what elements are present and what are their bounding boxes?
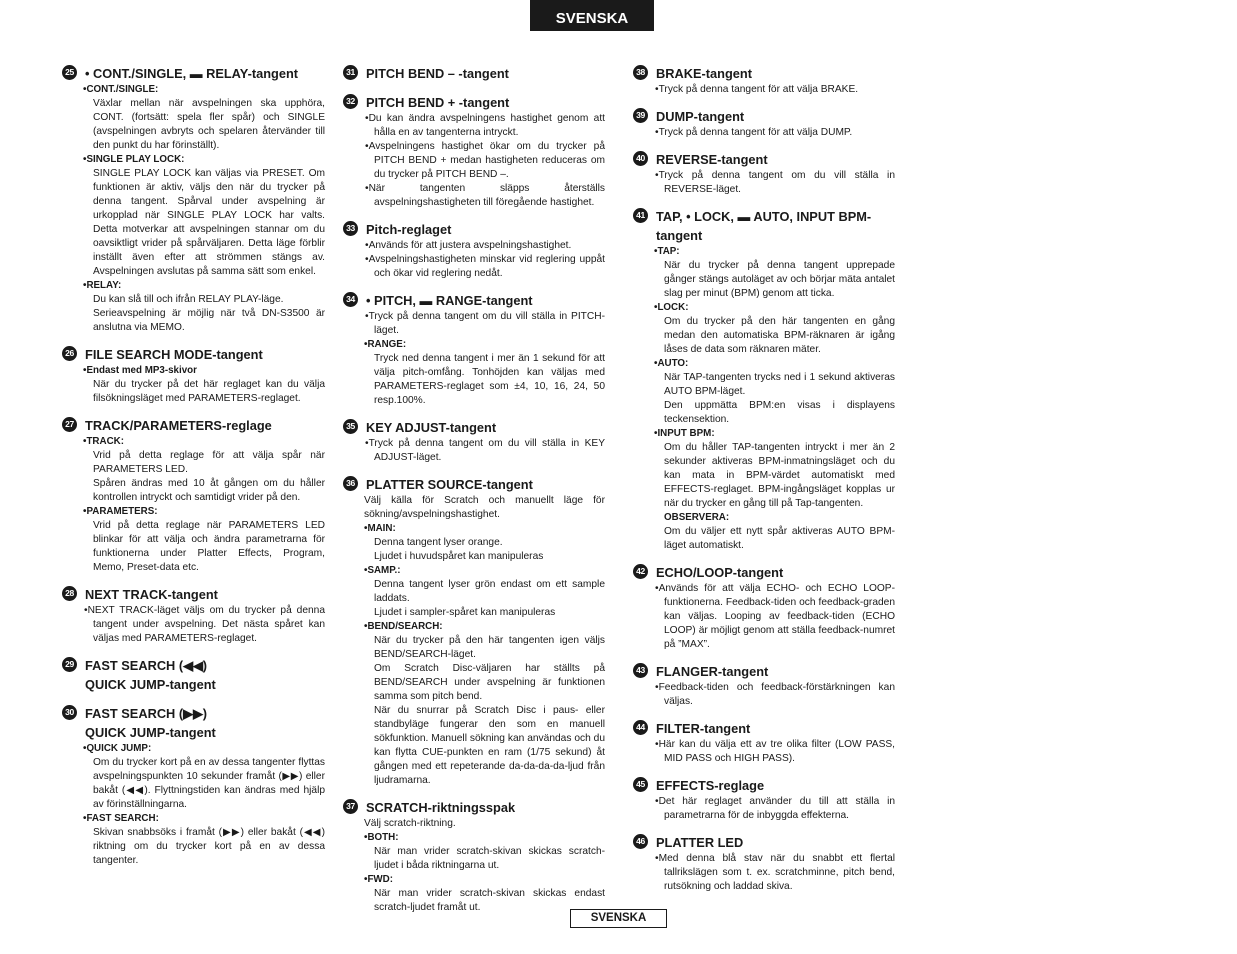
bullet-text: • Här kan du välja ett av tre olika filter (LOW PASS, MID PASS och HIGH PASS). <box>654 738 895 766</box>
section-title: DUMP-tangent <box>656 109 745 124</box>
sub-heading: • BEND/SEARCH: <box>364 620 605 634</box>
section-number-badge: 29 <box>62 657 77 672</box>
section-body <box>654 169 895 197</box>
section-32 <box>341 93 605 210</box>
sub-heading: • BOTH: <box>364 831 605 845</box>
sub-heading: • FWD: <box>364 873 605 887</box>
section-body <box>364 112 605 210</box>
bullet-text: • Tryck på denna tangent om du vill ställa in REVERSE-läget. <box>654 169 895 197</box>
section-title: TRACK/PARAMETERS-reglage <box>85 418 272 433</box>
bullet-text: • Tryck på denna tangent om du vill ställa in PITCH-läget. <box>364 310 605 338</box>
section-heading <box>631 64 895 83</box>
section-title: NEXT TRACK-tangent <box>85 587 218 602</box>
section-title: PLATTER LED <box>656 835 744 850</box>
section-body <box>654 852 895 894</box>
sub-heading: • TRACK: <box>83 435 325 449</box>
paragraph: SINGLE PLAY LOCK kan väljas via PRESET. Om funktionen är aktiv, väljs den när du trycker på denna tangent. Spårval under avspelning är urkopplad när SINGLE PLAY LOCK har valts. Detta motverkar att avspelningen stannar om du oavsiktligt vrider på spårväljaren. Detta läge förblir inställt även efter att strömmen stängs av. Avspelningen avslutas på samma sätt som enkel. <box>93 168 325 277</box>
section-heading <box>631 662 895 681</box>
sub-heading: • FAST SEARCH: <box>83 812 325 826</box>
section-heading <box>341 798 605 817</box>
section-title: • PITCH, ▬ RANGE-tangent <box>366 293 533 308</box>
paragraph: Välj källa för Scratch och manuellt läge för sökning/avspelningshastighet. <box>364 495 605 520</box>
bullet-text: • Används för att välja ECHO- och ECHO LOOP-funktionerna. Feedback-tiden och feedback-graden kan väljas. Looping av feedback-tiden (ECHO LOOP) är möjligt genom att ställa feedback-numret på ”MAX”. <box>654 582 895 652</box>
sub-heading: • PARAMETERS: <box>83 505 325 519</box>
paragraph: Välj scratch-riktning. <box>364 818 456 829</box>
section-46 <box>631 833 895 894</box>
column-2 <box>341 64 605 925</box>
paragraph: Denna tangent lyser grön endast om ett sample laddats. Ljudet i sampler-spåret kan manipuleras <box>374 579 605 618</box>
section-body <box>364 437 605 465</box>
section-44 <box>631 719 895 766</box>
bullet-text: • När tangenten släpps återställs avspelningshastigheten till föregående hastighet. <box>364 182 605 210</box>
section-number-badge: 28 <box>62 586 77 601</box>
section-body <box>654 582 895 652</box>
section-heading <box>631 563 895 582</box>
section-number-badge: 35 <box>343 419 358 434</box>
section-number-badge: 34 <box>343 292 358 307</box>
section-title: Pitch-reglaget <box>366 222 452 237</box>
section-heading <box>631 719 895 738</box>
section-title: FAST SEARCH (▶▶) QUICK JUMP-tangent <box>85 706 216 740</box>
bullet-text: • Du kan ändra avspelningens hastighet genom att hålla en av tangenterna intryckt. <box>364 112 605 140</box>
section-35 <box>341 418 605 465</box>
section-37 <box>341 798 605 915</box>
section-number-badge: 40 <box>633 151 648 166</box>
section-number-badge: 30 <box>62 705 77 720</box>
sub-heading: • SINGLE PLAY LOCK: <box>83 153 325 167</box>
sub-heading: • MAIN: <box>364 522 605 536</box>
section-heading <box>341 93 605 112</box>
section-title: PITCH BEND + -tangent <box>366 95 510 110</box>
section-body <box>654 681 895 709</box>
section-number-badge: 39 <box>633 108 648 123</box>
bullet-text: • Feedback-tiden och feedback-förstärkningen kan väljas. <box>654 681 895 709</box>
section-body <box>364 310 605 408</box>
section-title: PLATTER SOURCE-tangent <box>366 477 533 492</box>
bullet-text: • Avspelningshastigheten minskar vid reglering uppåt och ökar vid reglering nedåt. <box>364 253 605 281</box>
section-body <box>83 604 325 646</box>
section-body <box>83 364 325 406</box>
section-43 <box>631 662 895 709</box>
section-31 <box>341 64 605 83</box>
bullet-text: • Används för att justera avspelningshastighet. <box>364 239 605 253</box>
paragraph: Växlar mellan när avspelningen ska upphöra, CONT. (fortsätt: spela fler spår) och SINGLE (avspelningen avbryts och spelaren återvänder till den punkt du har förinställt). <box>93 98 325 151</box>
bullet-text: • NEXT TRACK-läget väljs om du trycker på denna tangent under avspelning. Det nästa spåret kan väljas med PARAMETERS-reglaget. <box>83 604 325 646</box>
section-title: REVERSE-tangent <box>656 152 768 167</box>
sub-heading: • RELAY: <box>83 279 325 293</box>
bullet-text: • Tryck på denna tangent för att välja DUMP. <box>654 126 895 140</box>
sub-heading: • RANGE: <box>364 338 605 352</box>
section-36 <box>341 475 605 788</box>
section-number-badge: 37 <box>343 799 358 814</box>
section-number-badge: 26 <box>62 346 77 361</box>
section-33 <box>341 220 605 281</box>
section-number-badge: 31 <box>343 65 358 80</box>
paragraph: När TAP-tangenten trycks ned i 1 sekund aktiveras AUTO BPM-läget. Den uppmätta BPM:en visas i displayens teckensektion. <box>664 372 895 425</box>
paragraph: Skivan snabbsöks i framåt (▶▶) eller bakåt (◀◀) riktning om du trycker kort på en av dessa tangenter. <box>93 827 325 866</box>
section-title: ECHO/LOOP-tangent <box>656 565 784 580</box>
section-heading <box>60 416 325 435</box>
paragraph: När du trycker på denna tangent upprepade gånger stängs autoläget av och börjar mäta antalet slag per minut (BPM) genom att ticka. <box>664 260 895 299</box>
section-number-badge: 42 <box>633 564 648 579</box>
paragraph: När man vrider scratch-skivan skickas endast scratch-ljudet framåt ut. <box>374 888 605 913</box>
section-body <box>654 738 895 766</box>
section-body <box>83 83 325 335</box>
section-body <box>83 742 325 868</box>
column-3 <box>631 64 895 904</box>
section-number-badge: 43 <box>633 663 648 678</box>
paragraph: När du trycker på den här tangenten igen väljs BEND/SEARCH-läget. Om Scratch Disc-väljaren har ställts på BEND/SEARCH under avspelning är funktionen samma som pitch bend. När du snurrar på Scratch Disc i paus- eller standbyläge fungerar den som en manuell sökfunktion. Manuell sökning kan användas och du kan flytta CUE-punkten en ram (1/75 sekund) åt gången med ett repeterande da-da-da-da-ljud från ljudramarna. <box>374 635 605 786</box>
bullet-text: • Tryck på denna tangent om du vill ställa in KEY ADJUST-läget. <box>364 437 605 465</box>
section-title: FILTER-tangent <box>656 721 751 736</box>
section-42 <box>631 563 895 652</box>
section-41 <box>631 207 895 553</box>
section-number-badge: 36 <box>343 476 358 491</box>
section-body <box>654 126 895 140</box>
section-number-badge: 44 <box>633 720 648 735</box>
sub-heading: • SAMP.: <box>364 564 605 578</box>
column-1 <box>60 64 325 878</box>
section-heading <box>631 207 895 245</box>
section-40 <box>631 150 895 197</box>
section-number-badge: 27 <box>62 417 77 432</box>
section-heading <box>631 150 895 169</box>
section-number-badge: 46 <box>633 834 648 849</box>
section-30 <box>60 704 325 868</box>
section-body <box>83 435 325 575</box>
section-title: EFFECTS-reglage <box>656 778 765 793</box>
footer-language-label: SVENSKA <box>570 909 667 928</box>
sub-heading: • CONT./SINGLE: <box>83 83 325 97</box>
sub-heading: • TAP: <box>654 245 895 259</box>
sub-heading: • INPUT BPM: <box>654 427 895 441</box>
section-34 <box>341 291 605 408</box>
section-number-badge: 41 <box>633 208 648 223</box>
section-body <box>654 245 895 553</box>
section-title: PITCH BEND – -tangent <box>366 66 509 81</box>
section-title: FLANGER-tangent <box>656 664 769 679</box>
section-heading <box>60 656 325 694</box>
section-title: FAST SEARCH (◀◀) QUICK JUMP-tangent <box>85 658 216 692</box>
paragraph: När man vrider scratch-skivan skickas scratch-ljudet i båda riktningarna ut. <box>374 846 605 871</box>
section-number-badge: 33 <box>343 221 358 236</box>
paragraph: Om du väljer ett nytt spår aktiveras AUTO BPM-läget automatiskt. <box>664 526 895 551</box>
sub-heading: • AUTO: <box>654 357 895 371</box>
section-heading <box>631 107 895 126</box>
bullet-text: • Tryck på denna tangent för att välja BRAKE. <box>654 83 895 97</box>
language-tab: SVENSKA <box>530 0 654 31</box>
sub-heading: • Endast med MP3-skivor <box>83 364 325 378</box>
section-heading <box>60 345 325 364</box>
section-title: • CONT./SINGLE, ▬ RELAY-tangent <box>85 66 299 81</box>
section-heading <box>60 585 325 604</box>
note-heading: OBSERVERA: <box>664 512 730 523</box>
bullet-text: • Avspelningens hastighet ökar om du trycker på PITCH BEND + medan hastigheten reduceras om du trycker på PITCH BEND –. <box>364 140 605 182</box>
paragraph: Om du trycker kort på en av dessa tangenter flyttas avspelningspunkten 10 sekunder framåt (▶▶) eller bakåt (◀◀). Flyttningstiden kan ändras med hjälp av förinställningarna. <box>93 757 325 810</box>
section-body <box>654 83 895 97</box>
section-heading <box>341 64 605 83</box>
section-number-badge: 32 <box>343 94 358 109</box>
section-title: FILE SEARCH MODE-tangent <box>85 347 263 362</box>
section-45 <box>631 776 895 823</box>
paragraph: Om du trycker på den här tangenten en gång medan den automatiska BPM-räknaren är igång låses de data som räknaren mäter. <box>664 316 895 355</box>
paragraph: Du kan slå till och ifrån RELAY PLAY-läge. Serieavspelning är möjlig när två DN-S3500 är anslutna via MEMO. <box>93 294 325 333</box>
paragraph: Om du håller TAP-tangenten intryckt i mer än 2 sekunder aktiveras BPM-inmatningsläget och du kan mata in BPM-värdet automatiskt med EFFECTS-reglaget. BPM-ingångsläget kopplas ur när du trycker en gång till på Tap-tangenten. <box>664 442 895 509</box>
section-number-badge: 45 <box>633 777 648 792</box>
paragraph: När du trycker på det här reglaget kan du välja filsökningsläget med PARAMETERS-reglaget. <box>93 379 325 404</box>
section-number-badge: 25 <box>62 65 77 80</box>
section-body <box>364 239 605 281</box>
section-28 <box>60 585 325 646</box>
section-body <box>364 817 605 915</box>
section-27 <box>60 416 325 575</box>
section-heading <box>341 220 605 239</box>
section-heading <box>631 833 895 852</box>
bullet-text: • Det här reglaget använder du till att ställa in parametrarna för de inbyggda effekterna. <box>654 795 895 823</box>
section-25 <box>60 64 325 335</box>
section-39 <box>631 107 895 140</box>
paragraph: Vrid på detta reglage när PARAMETERS LED blinkar för att välja och ändra parametrarna för funktionerna under Platter Effects, Program, Memo, Preset-data etc. <box>93 520 325 573</box>
paragraph: Vrid på detta reglage för att välja spår när PARAMETERS LED. Spåren ändras med 10 åt gången om du håller kontrollen intryckt och samtidigt vrider på den. <box>93 450 325 503</box>
section-body <box>364 494 605 788</box>
section-heading <box>341 475 605 494</box>
section-heading <box>60 64 325 83</box>
section-26 <box>60 345 325 406</box>
paragraph: Tryck ned denna tangent i mer än 1 sekund för att välja pitch-omfång. Tonhöjden kan väljas med PARAMETERS-reglaget som ±4, 10, 16, 24, 50 resp.100%. <box>374 353 605 406</box>
section-title: KEY ADJUST-tangent <box>366 420 497 435</box>
sub-heading: • LOCK: <box>654 301 895 315</box>
bullet-text: • Med denna blå stav när du snabbt ett flertal tallrikslägen som t. ex. scratchminne, pitch bend, rutsökning och laddad skiva. <box>654 852 895 894</box>
section-title: TAP, • LOCK, ▬ AUTO, INPUT BPM-tangent <box>656 209 872 243</box>
section-title: BRAKE-tangent <box>656 66 752 81</box>
section-title: SCRATCH-riktningsspak <box>366 800 516 815</box>
section-heading <box>631 776 895 795</box>
section-heading <box>341 291 605 310</box>
section-29 <box>60 656 325 694</box>
paragraph: Denna tangent lyser orange. Ljudet i huvudspåret kan manipuleras <box>374 537 544 562</box>
section-38 <box>631 64 895 97</box>
section-heading <box>341 418 605 437</box>
section-number-badge: 38 <box>633 65 648 80</box>
section-body <box>654 795 895 823</box>
section-heading <box>60 704 325 742</box>
sub-heading: • QUICK JUMP: <box>83 742 325 756</box>
